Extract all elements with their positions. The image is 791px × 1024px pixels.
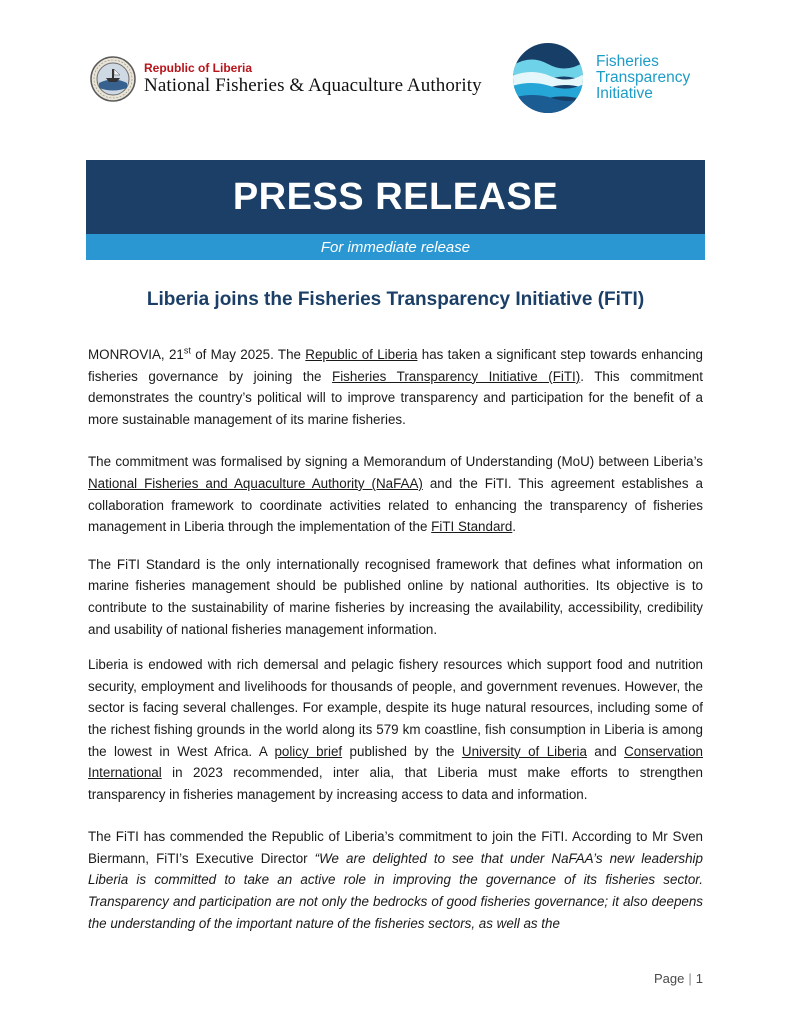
- fiti-wave-logo-icon: [512, 42, 584, 114]
- page-number: 1: [695, 971, 703, 986]
- headline: Liberia joins the Fisheries Transparency Initiative (FiTI): [146, 289, 645, 310]
- nafaa-country-label: Republic of Liberia: [144, 61, 253, 75]
- paragraph-2: [88, 451, 703, 537]
- fiti-name-line-3: Initiative: [596, 85, 653, 102]
- p2-text-b: and the FiTI. This agreement establishes a collaboration framework to coordinate activities related to enhancing the transparency of fisheries management in Liberia through the implementation of the: [88, 475, 703, 535]
- p1-text-a: MONROVIA, 21: [88, 347, 184, 362]
- p5-text-a: The FiTI has commended the Republic of Liberia’s commitment to join the FiTI. According to Mr Sven Biermann, FiTI’s Executive Director: [88, 829, 703, 866]
- page-footer: [654, 971, 703, 986]
- link-fiti-standard[interactable]: FiTI Standard: [431, 519, 513, 535]
- paragraph-4: [88, 654, 703, 805]
- body-text: [88, 344, 703, 948]
- link-policy-brief[interactable]: policy brief: [274, 743, 343, 759]
- link-nafaa[interactable]: National Fisheries and Aquaculture Authority (NaFAA): [88, 475, 423, 491]
- page-separator: |: [688, 971, 692, 986]
- banner-title: PRESS RELEASE: [86, 160, 705, 234]
- press-release-banner: [86, 160, 705, 260]
- p1-text-c: has taken a significant step towards enhancing fisheries governance by joining the: [88, 347, 704, 384]
- nafaa-logo: [90, 56, 482, 102]
- banner-subtitle: For immediate release: [86, 234, 705, 260]
- p4-text-d: in 2023 recommended, inter alia, that Liberia must make efforts to strengthen transparency in fisheries management by increasing access to data and information.: [88, 765, 703, 802]
- link-republic-of-liberia[interactable]: Republic of Liberia: [305, 347, 418, 362]
- p1-text-b: of May 2025. The: [190, 347, 306, 362]
- p2-text-c: .: [512, 519, 517, 535]
- p1-text-d: . This commitment demonstrates the country’s political will to improve transparency and participation for the benefit of a more sustainable management of its marine fisheries.: [88, 368, 703, 427]
- page-label: Page: [654, 971, 685, 986]
- p4-text-c: and: [586, 743, 625, 759]
- p1-superscript: st: [183, 345, 191, 356]
- link-conservation-international[interactable]: Conservation International: [88, 743, 703, 781]
- paragraph-1: [88, 344, 703, 430]
- paragraph-3: The FiTI Standard is the only internationally recognised framework that defines what information on marine fisheries management should be published online by national authorities. Its objective is to contribute to the sustainability of marine fisheries by increasing the availability, accessibility, credibility and usability of national fisheries management information.: [88, 556, 703, 637]
- p4-text-a: Liberia is endowed with rich demersal and pelagic fishery resources which support food and nutrition security, employment and livelihoods for thousands of people, and government revenues. However, the sector is facing several challenges. For example, despite its huge natural resources, including some of the richest fishing grounds in the world along its 579 km coastline, fish consumption in Liberia is among the lowest in West Africa. A: [88, 657, 703, 759]
- link-fiti[interactable]: Fisheries Transparency Initiative (FiTI): [332, 368, 581, 384]
- naf-seal-icon: [90, 56, 136, 102]
- paragraph-5: [88, 826, 703, 934]
- link-university-of-liberia[interactable]: University of Liberia: [461, 743, 587, 759]
- p5-quote: “We are delighted to see that under NaFAA’s new leadership Liberia is committed to take an active role in improving the governance of its fisheries sector. Transparency and participation are not only the bedrocks of good fisheries governance; it also deepens the understanding of the important nature of the fisheries sectors, as well as the: [88, 850, 703, 931]
- fiti-name-line-2: Transparency: [596, 69, 691, 86]
- nafaa-name-label: National Fisheries & Aquaculture Authority: [144, 75, 482, 96]
- fiti-name-line-1: Fisheries: [596, 53, 659, 70]
- fiti-logo: [512, 42, 690, 114]
- p2-text-a: The commitment was formalised by signing a Memorandum of Understanding (MoU) between Liberia’s: [88, 454, 703, 470]
- p4-text-b: published by the: [342, 743, 462, 759]
